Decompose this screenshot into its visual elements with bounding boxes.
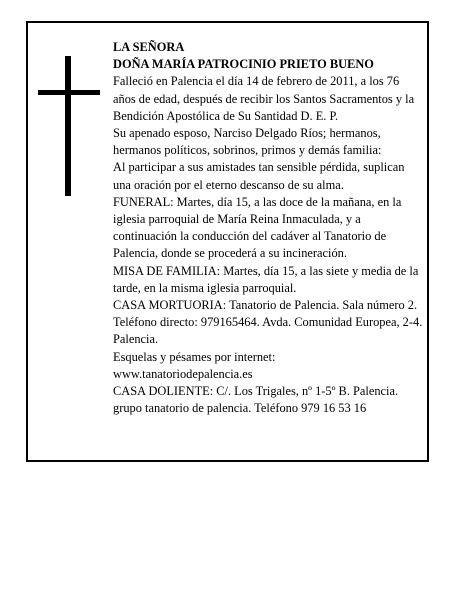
mourning-house-details: CASA DOLIENTE: C/. Los Trigales, nº 1-5º B. Palencia. xyxy=(113,384,399,399)
footer-contact: grupo tanatorio de palencia. Teléfono 979 16 53 16 xyxy=(113,401,367,416)
prayer-request: Al participar a sus amistades tan sensible pérdida, suplican una oración por el eterno descanso de su alma. xyxy=(113,160,405,192)
website-link[interactable]: www.tanatoriodepalencia.es xyxy=(113,366,253,381)
funeral-details: FUNERAL: Martes, día 15, a las doce de la mañana, en la iglesia parroquial de María Reina Inmaculada, y a continuación la conducción del cadáver al Tanatorio de Palencia, donde se procederá a su incineración. xyxy=(113,194,402,261)
internet-label: Esquelas y pésames por internet: xyxy=(113,349,276,364)
family-line: Su apenado esposo, Narciso Delgado Ríos; hermanos, hermanos políticos, sobrinos, primos y demás familia: xyxy=(113,126,382,158)
death-announcement: Falleció en Palencia el día 14 de febrero de 2011, a los 76 años de edad, después de recibir los Santos Sacramentos y la Bendición Apostólica de Su Santidad D. E. P. xyxy=(113,74,415,123)
notice-heading-title: LA SEÑORA xyxy=(113,40,185,54)
latin-cross-icon xyxy=(38,56,100,196)
cross-horizontal-bar xyxy=(38,90,100,95)
mortuary-details: CASA MORTUORIA: Tanatorio de Palencia. Sala número 2. Teléfono directo: 979165464. Avda. Comunidad Europea, 2-4. Palencia. xyxy=(113,298,423,347)
deceased-name: DOÑA MARÍA PATROCINIO PRIETO BUENO xyxy=(113,57,374,72)
cross-vertical-bar xyxy=(65,56,71,196)
family-mass-details: MISA DE FAMILIA: Martes, día 15, a las siete y media de la tarde, en la misma iglesia parroquial. xyxy=(113,263,419,295)
obituary-text xyxy=(113,39,423,417)
